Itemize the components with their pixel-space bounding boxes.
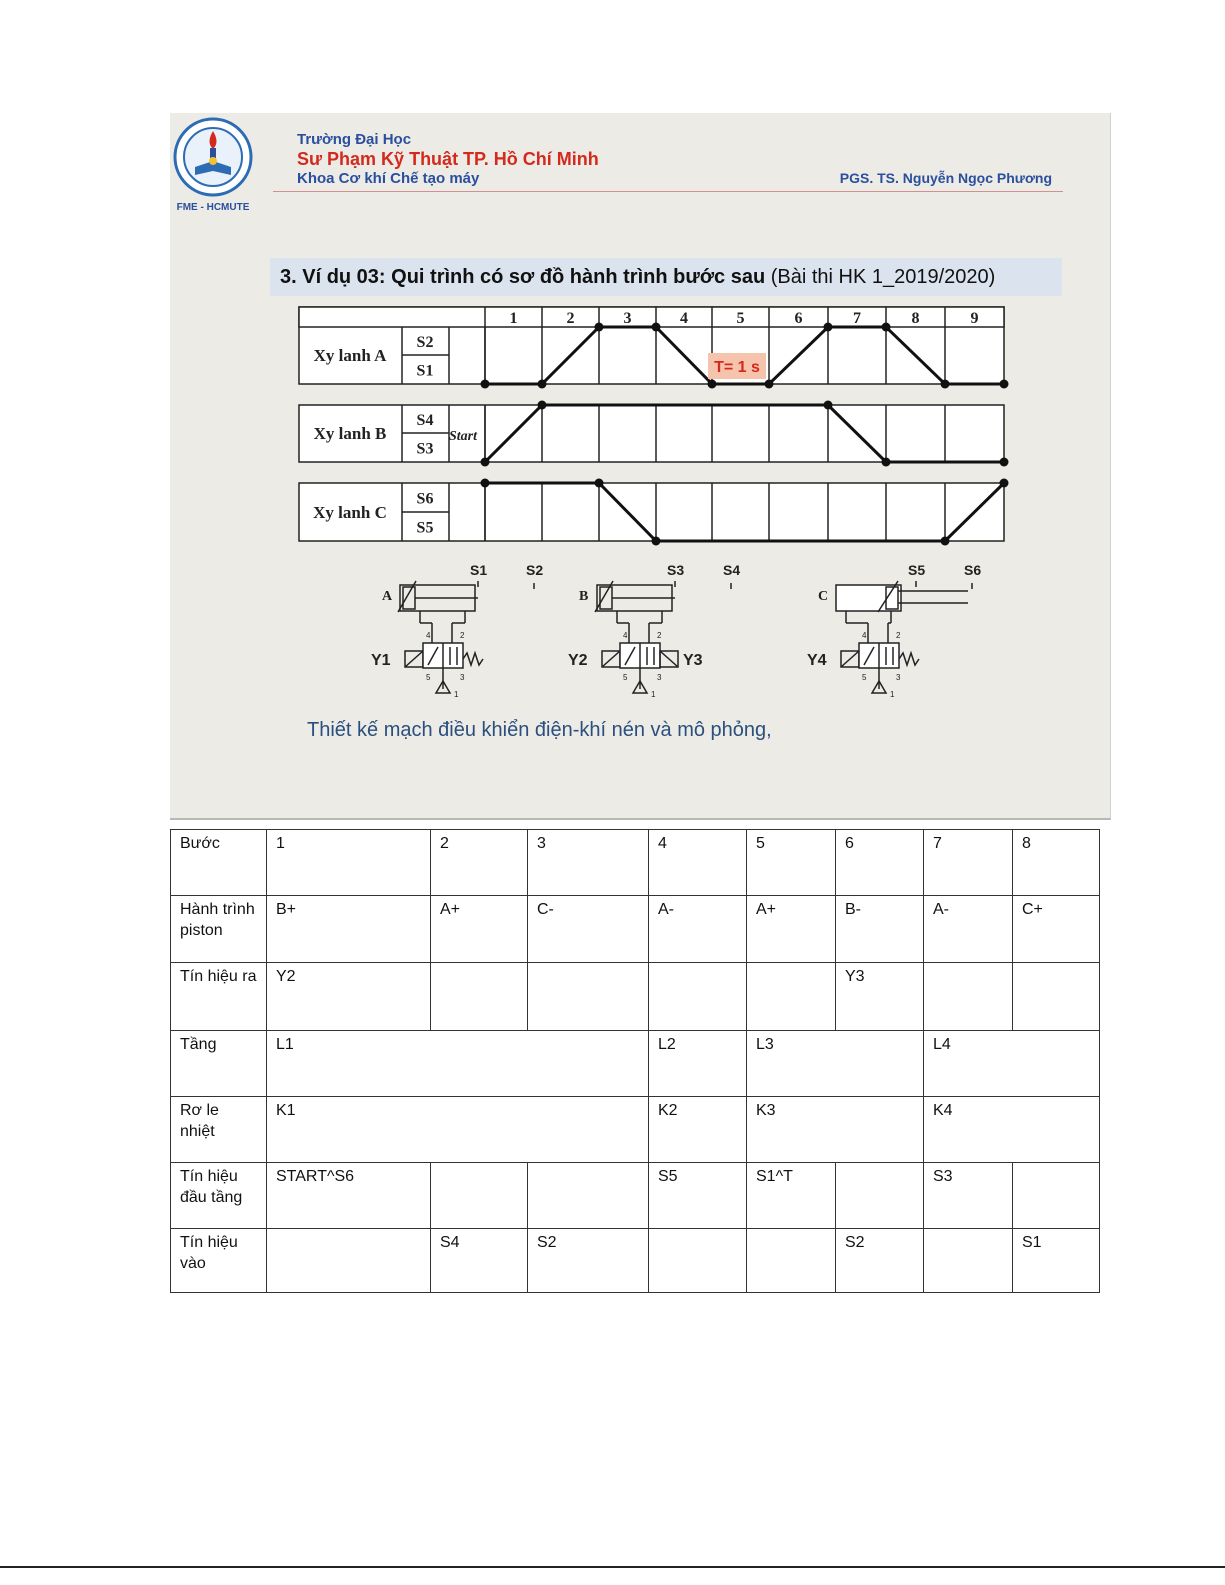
valve-port-label: 3	[896, 673, 901, 682]
table-cell: 2	[431, 830, 528, 896]
pneumatic-circuit	[807, 562, 981, 699]
valve-port-label: 2	[460, 631, 465, 640]
table-cell: C+	[1013, 896, 1100, 963]
table-cell: B-	[836, 896, 924, 963]
valve-port-label: 3	[460, 673, 465, 682]
logo-caption: FME - HCMUTE	[176, 202, 250, 213]
cylinder-bottom-sensor: S1	[416, 362, 434, 380]
table-cell: S2	[528, 1229, 649, 1293]
table-cell: 5	[747, 830, 836, 896]
valve-port-label: 4	[623, 631, 628, 640]
trace-node	[1000, 479, 1009, 488]
row-label: Tín hiệu ra	[171, 963, 267, 1031]
cylinder-bottom-sensor: S3	[416, 440, 434, 458]
table-cell: S5	[649, 1163, 747, 1229]
table-cell	[747, 963, 836, 1031]
table-cell: 1	[267, 830, 431, 896]
timer-label: T= 1 s	[714, 359, 760, 376]
slide-title-suffix: (Bài thi HK 1_2019/2020)	[765, 266, 996, 288]
valve-port-label: 3	[657, 673, 662, 682]
sensor-right-label: S6	[964, 562, 982, 578]
valve-port-label: 1	[454, 690, 459, 699]
cylinder-letter: B	[579, 589, 589, 604]
step-number: 8	[911, 310, 920, 327]
step-diagram	[170, 113, 1110, 818]
cylinder-top-sensor: S4	[416, 412, 434, 429]
table-row	[171, 896, 1100, 963]
table-cell	[649, 1229, 747, 1293]
trace-node	[1000, 380, 1009, 389]
cylinder-name: Xy lanh A	[313, 346, 387, 365]
table-cell: L3	[747, 1031, 924, 1097]
table-cell: 4	[649, 830, 747, 896]
table-cell	[431, 963, 528, 1031]
sensor-right-label: S2	[526, 562, 544, 578]
row-label: Tầng	[171, 1031, 267, 1097]
step-number: 6	[794, 310, 803, 327]
table-cell: L4	[924, 1031, 1100, 1097]
valve-port-label: 1	[890, 690, 895, 699]
table-cell: S1^T	[747, 1163, 836, 1229]
row-label: Bước	[171, 830, 267, 896]
step-number: 4	[680, 310, 688, 327]
valve-left-coil-label: Y4	[807, 652, 827, 669]
table-cell: START^S6	[267, 1163, 431, 1229]
cylinder-name: Xy lanh B	[313, 424, 387, 443]
sensor-right-label: S4	[723, 562, 741, 578]
cylinder-top-sensor: S6	[416, 490, 434, 508]
page-bottom-rule	[0, 1566, 1225, 1568]
table-cell	[267, 1229, 431, 1293]
table-row	[171, 963, 1100, 1031]
table-cell: S4	[431, 1229, 528, 1293]
slide-title-bold: 3. Ví dụ 03: Qui trình có sơ đồ hành trình bước sau	[280, 266, 766, 288]
valve-left-coil-label: Y2	[568, 652, 588, 669]
table-cell: A-	[649, 896, 747, 963]
valve-port-label: 2	[657, 631, 662, 640]
table-cell	[924, 963, 1013, 1031]
step-number: 1	[509, 310, 518, 327]
instruction-text: Thiết kế mạch điều khiển điện-khí nén và mô phỏng,	[307, 719, 772, 741]
table-cell	[431, 1163, 528, 1229]
cylinder-letter: C	[818, 589, 829, 604]
cylinder-top-sensor: S2	[416, 334, 434, 351]
table-cell	[1013, 963, 1100, 1031]
cylinder-letter: A	[382, 589, 393, 604]
valve-port-label: 2	[896, 631, 901, 640]
trace-node	[481, 380, 490, 389]
valve-right-coil-label: Y3	[683, 652, 703, 669]
cylinder-name: Xy lanh C	[313, 503, 387, 522]
table-row	[171, 1229, 1100, 1293]
table-row	[171, 830, 1100, 896]
table-cell: L2	[649, 1031, 747, 1097]
cylinder-bottom-sensor: S5	[416, 519, 434, 537]
trace-node	[481, 458, 490, 467]
pneumatic-circuit	[568, 562, 740, 699]
table-cell: 6	[836, 830, 924, 896]
step-grid	[299, 307, 1004, 541]
table-cell	[924, 1229, 1013, 1293]
trace-node	[652, 323, 661, 332]
valve-port-label: 5	[862, 673, 867, 682]
sensor-left-label: S1	[470, 562, 488, 578]
university-name-line1: Trường Đại Học	[297, 131, 412, 148]
table-cell: A+	[747, 896, 836, 963]
trace-node	[824, 323, 833, 332]
table-cell: K2	[649, 1097, 747, 1163]
table-cell: K4	[924, 1097, 1100, 1163]
valve-port-label: 5	[426, 673, 431, 682]
table-cell: Y2	[267, 963, 431, 1031]
lecture-slide	[170, 113, 1111, 820]
trace-node	[941, 380, 950, 389]
sensor-left-label: S5	[908, 562, 926, 578]
step-number: 2	[566, 310, 575, 327]
step-number: 7	[853, 310, 861, 327]
table-cell: A+	[431, 896, 528, 963]
table-cell: Y3	[836, 963, 924, 1031]
author-name: PGS. TS. Nguyễn Ngọc Phương	[839, 170, 1052, 186]
row-label: Rơ le nhiệt	[171, 1097, 267, 1163]
table-cell	[528, 963, 649, 1031]
trace-node	[824, 401, 833, 410]
table-cell: S2	[836, 1229, 924, 1293]
table-cell	[1013, 1163, 1100, 1229]
row-label: Hành trình piston	[171, 896, 267, 963]
trace-node	[595, 479, 604, 488]
table-cell: S1	[1013, 1229, 1100, 1293]
row-label: Tín hiệu đầu tầng	[171, 1163, 267, 1229]
faculty-name: Khoa Cơ khí Chế tạo máy	[297, 170, 480, 187]
table-cell: S3	[924, 1163, 1013, 1229]
pneumatic-circuit	[371, 562, 543, 699]
step-number: 9	[970, 310, 979, 327]
valve-port-label: 1	[651, 690, 656, 699]
table-cell	[747, 1229, 836, 1293]
trace-node	[595, 323, 604, 332]
valve-port-label: 4	[862, 631, 867, 640]
trace-node	[882, 323, 891, 332]
table-cell	[649, 963, 747, 1031]
trace-node	[1000, 458, 1009, 467]
table-cell: B+	[267, 896, 431, 963]
valve-left-coil-label: Y1	[371, 652, 391, 669]
trace-node	[708, 380, 717, 389]
table-cell	[528, 1163, 649, 1229]
table-cell: 7	[924, 830, 1013, 896]
table-row	[171, 1163, 1100, 1229]
trace-node	[652, 537, 661, 546]
trace-node	[882, 458, 891, 467]
trace-node	[538, 401, 547, 410]
university-name-line2: Sư Phạm Kỹ Thuật TP. Hồ Chí Minh	[297, 149, 599, 169]
start-label: Start	[449, 429, 478, 444]
valve-port-label: 4	[426, 631, 431, 640]
table-cell: 8	[1013, 830, 1100, 896]
trace-node	[481, 479, 490, 488]
table-cell: C-	[528, 896, 649, 963]
step-analysis-table	[170, 829, 1100, 1293]
valve-port-label: 5	[623, 673, 628, 682]
row-label: Tín hiệu vào	[171, 1229, 267, 1293]
table-cell	[836, 1163, 924, 1229]
trace-node	[538, 380, 547, 389]
trace-node	[765, 380, 774, 389]
table-cell: A-	[924, 896, 1013, 963]
sensor-left-label: S3	[667, 562, 685, 578]
table-cell: 3	[528, 830, 649, 896]
step-number: 5	[736, 310, 745, 327]
table-cell: K1	[267, 1097, 649, 1163]
step-number: 3	[623, 310, 632, 327]
table-row	[171, 1097, 1100, 1163]
table-row	[171, 1031, 1100, 1097]
trace-node	[941, 537, 950, 546]
table-cell: K3	[747, 1097, 924, 1163]
table-cell: L1	[267, 1031, 649, 1097]
